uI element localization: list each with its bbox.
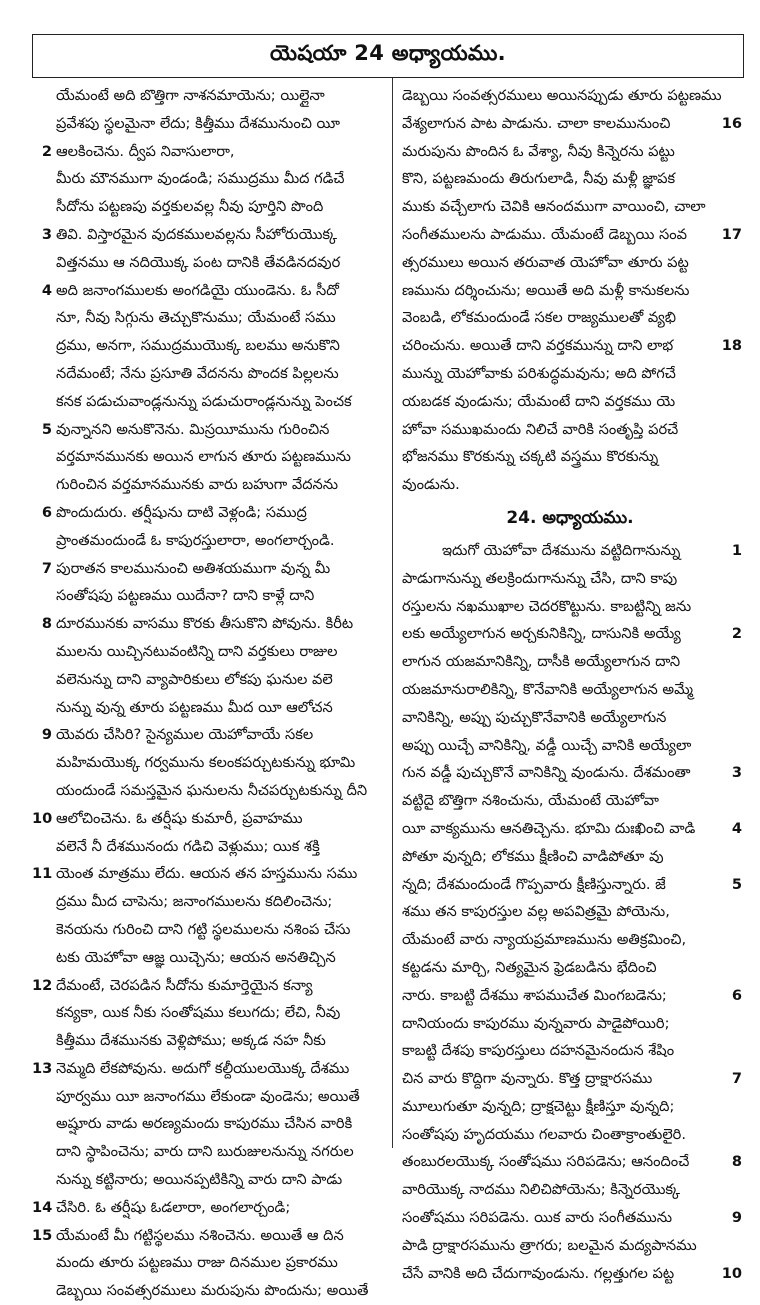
line-text: కట్టడను మార్చి, నిత్యమైన ఫ్రెడబడిను భేదించి — [402, 958, 657, 976]
text-line — [32, 1027, 392, 1055]
text-line — [394, 704, 746, 732]
verse-number: 16 — [721, 114, 742, 132]
text-line — [32, 304, 392, 332]
line-text: విత్తనము ఆ నదియొక్క పంట దానికి తేవడినదవుర — [56, 253, 341, 271]
text-line — [32, 888, 392, 916]
text-line — [394, 537, 746, 565]
text-line — [32, 1277, 392, 1305]
text-line — [394, 982, 746, 1010]
text-line — [394, 332, 746, 360]
text-line — [394, 1204, 746, 1232]
text-line — [394, 1065, 746, 1093]
line-text: కనక పడుచువాండ్లనున్ను పడుచురాండ్లనున్ను పెంచక — [56, 392, 352, 410]
line-text: దానియందు కాపురము వున్నవారు పాడైపోయిరి; — [402, 1014, 670, 1032]
line-text: పురాతన కాలమునుంచి అతిశయముగా వున్న మీ — [56, 559, 331, 577]
line-text: వట్టిదై బొత్తిగా నశించును, యేమంటే యెహోవా — [402, 792, 659, 810]
line-text: మీరు మౌనముగా వుండండి; సముద్రము మీద గడిచే — [56, 170, 345, 188]
line-text: ణమును దర్శించును; అయితే అది మళ్లీ కానుకలను — [402, 281, 690, 299]
line-text: పాడుగానున్ను తలక్రిందుగానున్ను చేసి, దాని కాపు — [402, 569, 678, 587]
line-text: అప్పు యిచ్చే వానికిన్ని, వడ్డీ యిచ్చే వానికి అయ్యేలా — [402, 736, 692, 754]
verse-number: 6 — [41, 503, 52, 521]
line-text: దేమంటే, చెరపడిన సీదోను కుమార్తెయైన కన్యా — [56, 976, 313, 994]
line-text: పూర్వము యీ జనాంగము లేకుండా వుండెను; అయితే — [56, 1087, 360, 1105]
line-text: యజమానురాలికిన్ని, కొనేవానికి అయ్యేలాగున అమ్మే — [402, 680, 693, 698]
line-text: హోవా సముఖమందు నిలిచే వారికి సంతృప్తి పరచే — [402, 420, 679, 438]
line-text: మహిమయొక్క గర్వమును కలంకపర్చుటకున్ను భూమి — [56, 754, 356, 772]
verse-number: 5 — [731, 875, 742, 893]
line-text: యీ వాక్యమును ఆనతిచ్చెను. భూమి దుఃఖించి వాడి — [402, 819, 696, 837]
text-line — [32, 110, 392, 138]
text-line — [394, 443, 746, 471]
text-line — [32, 1249, 392, 1277]
line-text: మున్ను యెహోవాకు పరిశుద్ధమవును; అది పోగచే — [402, 364, 676, 382]
line-text: యెవరు చేసిరి? సైన్యముల యెహోవాయే సకల — [56, 726, 314, 744]
verse-number: 3 — [41, 225, 52, 243]
line-text: పాడి ద్రాక్షారసమును త్రాగరు; బలమైన మద్యపానము — [402, 1236, 697, 1254]
text-line — [394, 193, 746, 221]
verse-number: 2 — [731, 625, 742, 643]
verse-number: 7 — [731, 1070, 742, 1088]
text-line — [394, 110, 746, 138]
line-text: లాగున యజమానికిన్ని, దాసీకి అయ్యేలాగున దాని — [402, 653, 681, 671]
verse-number: 13 — [32, 1059, 53, 1077]
line-text: వేశ్యలాగున పాట పాడును. చాలా కాలమునుంచి — [402, 114, 671, 132]
verse-number: 8 — [731, 1153, 742, 1171]
line-text: న్నది; దేశమందుండే గొప్పవారు క్షీణిస్తున్నారు. జే — [402, 875, 666, 893]
text-line — [32, 1110, 392, 1138]
verse-number: 3 — [731, 764, 742, 782]
text-line — [394, 277, 746, 305]
line-text: డెబ్బయి సంవత్సరములు అయినప్పుడు తూరు పట్టణము — [402, 87, 722, 104]
text-line — [394, 787, 746, 815]
text-line — [32, 221, 392, 249]
column-divider — [392, 78, 393, 1148]
verse-number: 1 — [731, 541, 742, 559]
line-text: నారు. కాబట్టి దేశము శాపముచేత మింగబడెను; — [402, 986, 667, 1004]
line-text: కాబట్టి దేశపు కాపురస్తులు దహనమైనందున శేషిం — [402, 1042, 675, 1060]
verse-number: 17 — [721, 225, 742, 243]
line-text: యేమంటే అది బొత్తిగా నాశనమాయెను; యిల్లైనా — [56, 87, 325, 104]
line-text: చిన వారు కొద్దిగా వున్నారు. కొత్త ద్రాక్షారసము — [402, 1070, 653, 1088]
text-line — [394, 82, 746, 110]
verse-number: 4 — [731, 819, 742, 837]
line-text: టకు యెహోవా ఆజ్ఞ యిచ్చెను; ఆయన అనతిచ్చిన — [56, 948, 336, 966]
line-text: కిత్తీము దేశమునకు వెళ్లిపోము; అక్కడ నహ నీకు — [56, 1032, 326, 1050]
text-line — [32, 1194, 392, 1222]
text-line — [394, 388, 746, 416]
line-text: నున్ను కట్టినారు; అయినప్పటికిన్ని వారు దాని పాడు — [56, 1171, 343, 1189]
line-text: వలెనే నీ దేశమునందు గడిచి వెళ్లుము; యిక శక్తి — [56, 837, 320, 855]
verse-number: 9 — [41, 726, 52, 744]
text-line — [32, 527, 392, 555]
text-line — [394, 871, 746, 899]
text-line — [394, 593, 746, 621]
text-line — [32, 999, 392, 1027]
verse-number: 10 — [721, 1264, 742, 1282]
text-line — [394, 843, 746, 871]
verse-number: 4 — [41, 281, 52, 299]
line-text: తివి. విస్తారమైన వుదకములవల్లను సీహోరుయొక్క — [56, 225, 338, 243]
line-text: వలెనున్ను దాని వ్యాపారికులు లోకపు ఘనుల వలె — [56, 670, 333, 688]
text-line — [32, 833, 392, 861]
text-line — [32, 499, 392, 527]
text-line — [394, 416, 746, 444]
verse-number: 5 — [41, 420, 52, 438]
text-line — [32, 82, 392, 110]
verse-number: 12 — [32, 976, 53, 994]
line-text: కెనయను గురించి దాని గట్టి స్థలములను నశింప చేసు — [56, 920, 351, 938]
text-line — [394, 565, 746, 593]
line-text: సీదోను పట్టణపు వర్తకులవల్ల నీవు పూర్తిని పొంది — [56, 198, 324, 216]
text-line — [394, 1121, 746, 1149]
page-header — [32, 34, 744, 78]
line-text: చేసే వానికి అది చేదుగావుండును. గల్లత్తుగల పట్ట — [402, 1264, 675, 1282]
text-line — [394, 1010, 746, 1038]
line-text: అది జనాంగములకు అంగడియై యుండెను. ఓ సీదో — [56, 281, 339, 299]
line-text: నూ, నీవు సిగ్గును తెచ్చుకొనుము; యేమంటే సము — [56, 309, 336, 327]
text-line — [32, 443, 392, 471]
text-line — [394, 304, 746, 332]
line-text: మందు తూరు పట్టణము రాజు దినముల ప్రకారము — [56, 1254, 338, 1272]
line-text: వర్తమానమునకు అయిన లాగున తూరు పట్టణమును — [56, 448, 351, 466]
line-text: గురించిన వర్తమానమునకు వారు బహుగా వేదనను — [56, 476, 339, 494]
verse-number: 6 — [731, 986, 742, 1004]
verse-number: 7 — [41, 559, 52, 577]
line-text: ఆలకించెను. ద్వీప నివాసులారా, — [56, 142, 235, 160]
text-line — [32, 777, 392, 805]
text-line — [32, 416, 392, 444]
text-line — [32, 916, 392, 944]
line-text: చరించును. అయితే దాని వర్తకమున్ను దాని లాభ — [402, 337, 674, 355]
line-text: వారియొక్క నాదము నిలిచిపోయెను; కిన్నెరయొక్క — [402, 1181, 681, 1199]
verse-number: 15 — [32, 1226, 53, 1244]
line-text: సంతోషపు హృదయము గలవారు చింతాక్రాంతులైరి. — [402, 1125, 686, 1143]
text-line — [394, 676, 746, 704]
line-text: అష్షూరు వాడు అరణ్యమందు కాపురము చేసిన వారికి — [56, 1115, 353, 1133]
verse-number: 18 — [721, 337, 742, 355]
text-line — [32, 860, 392, 888]
verse-number: 11 — [32, 865, 53, 883]
line-text: ఇదుగో యెహోవా దేశమును వట్టిదిగానున్ను — [442, 541, 681, 559]
text-line — [394, 1093, 746, 1121]
text-line — [32, 666, 392, 694]
text-line — [394, 759, 746, 787]
text-line — [32, 1055, 392, 1083]
text-line — [32, 249, 392, 277]
line-text: గున వడ్డీ పుచ్చుకొనే వానికిన్ని వుండును. దేశమంతా — [402, 764, 691, 782]
left-column — [32, 82, 392, 1305]
line-text: దూరమునకు వాసము కొరకు తీసుకొని పోవును. కిరీట — [56, 615, 354, 633]
text-line — [32, 944, 392, 972]
text-line — [394, 360, 746, 388]
text-line — [32, 694, 392, 722]
text-line — [32, 805, 392, 833]
verse-number: 8 — [41, 615, 52, 633]
text-line — [32, 610, 392, 638]
line-text: ఆలోచించెను. ఓ తర్షీషు కుమారీ, ప్రవాహము — [56, 809, 303, 827]
line-text: యేమంటే వారు న్యాయప్రమాణమును అతిక్రమించి, — [402, 931, 687, 949]
verse-number: 10 — [32, 809, 53, 827]
text-line — [32, 277, 392, 305]
line-text: నెమ్మది లేకపోవును. అదుగో కల్దీయులయొక్క దేశము — [56, 1059, 350, 1077]
line-text: ములను యిచ్చినటువంటిన్ని దాని వర్తకులు రాజుల — [56, 642, 338, 660]
text-line — [394, 221, 746, 249]
text-line — [32, 471, 392, 499]
line-text: పోతూ వున్నది; లోకము క్షీణించి వాడిపోతూ వు — [402, 847, 664, 865]
right-column-bottom-text — [394, 537, 746, 1288]
page-title: యెషయా 24 అధ్యాయము. — [270, 41, 506, 65]
text-line — [32, 638, 392, 666]
line-text: శము తన కాపురస్తుల వల్ల అపవిత్రమై పోయెను, — [402, 903, 670, 921]
line-text: తంబురలయొక్క సంతోషము సరిపడెను; ఆనందించే — [402, 1153, 690, 1171]
line-text: దాని స్థాపించెను; వారు దాని బురుజులనున్ను నగరుల — [56, 1143, 354, 1161]
text-line — [32, 1222, 392, 1250]
line-text: రస్తులను నఖముఖాల చెదరకొట్టును. కాబట్టిన్ని జను — [402, 597, 692, 615]
text-line — [32, 332, 392, 360]
text-line — [394, 1176, 746, 1204]
line-text: కన్యకా, యిక నీకు సంతోషము కలుగదు; లేచి, నీవు — [56, 1004, 341, 1022]
line-text: నదేమంటే; నేను ప్రసూతి వేదనను పొందక పిల్లలను — [56, 364, 339, 382]
verse-number: 9 — [731, 1209, 742, 1227]
line-text: యందుండే సమస్తమైన ఘనులను నీచపర్చుటకున్ను దీని — [56, 781, 368, 799]
line-text: వుండును. — [402, 476, 460, 494]
text-line — [32, 582, 392, 610]
line-text: ముకు వచ్చేలాగు చెవికి ఆనందముగా వాయించి, చాలా — [402, 198, 706, 216]
line-text: వానికిన్ని, అప్పు పుచ్చుకొనేవానికి అయ్యేలాగున — [402, 708, 667, 726]
line-text: కొని, పట్టణమందు తిరుగులాడి, నీవు మళ్లీ జ్ఞాపక — [402, 170, 676, 188]
text-line — [394, 1232, 746, 1260]
text-line — [394, 138, 746, 166]
text-line — [394, 165, 746, 193]
line-text: మూలుగుతూ వున్నది; ద్రాక్షచెట్టు క్షీణిస్తూ వున్నది; — [402, 1097, 675, 1115]
line-text: ప్రాంతమందుండే ఓ కాపురస్తులారా, అంగలార్చండి. — [56, 531, 335, 549]
text-line — [32, 1138, 392, 1166]
right-column — [394, 82, 746, 1287]
line-text: వున్నానని అనుకొనెను. మిస్రయీమును గురించిన — [56, 420, 330, 438]
text-line — [394, 620, 746, 648]
line-text: లకు అయ్యేలాగున అర్చకునికిన్ని, దాసునికి అయ్యే — [402, 625, 681, 643]
chapter-heading: 24. అధ్యాయము. — [506, 507, 634, 528]
text-line — [32, 1083, 392, 1111]
text-line — [32, 749, 392, 777]
text-line — [32, 1166, 392, 1194]
text-line — [394, 732, 746, 760]
line-text: యెంత మాత్రము లేదు. ఆయన తన హస్తమును సము — [56, 865, 358, 883]
text-line — [394, 249, 746, 277]
line-text: సంతోషము సరిపడెను. యిక వారు సంగీతమును — [402, 1209, 673, 1227]
text-line — [32, 972, 392, 1000]
text-line — [32, 193, 392, 221]
text-line — [394, 954, 746, 982]
line-text: డెబ్బయి సంవత్సరములు మరుపును పొందును; అయితే — [56, 1282, 369, 1300]
text-line — [32, 388, 392, 416]
verse-number: 14 — [32, 1198, 53, 1216]
line-text: యేమంటే మీ గట్టిస్థలము నశించెను. అయితే ఆ దిన — [56, 1226, 344, 1244]
text-line — [32, 555, 392, 583]
line-text: ద్రము, అనగా, సముద్రముయొక్క బలము అనుకొని — [56, 337, 340, 355]
line-text: ప్రవేశపు స్థలమైనా లేదు; కిత్తీము దేశమునుంచి యీ — [56, 114, 341, 132]
text-line — [394, 1037, 746, 1065]
line-text: పొందుదురు. తర్షీషును దాటి వెళ్లండి; సముద్ర — [56, 503, 307, 521]
line-text: త్సరములు అయిన తరువాత యెహోవా తూరు పట్ట — [402, 253, 689, 271]
text-line — [32, 360, 392, 388]
text-line — [394, 1260, 746, 1288]
text-line — [32, 165, 392, 193]
line-text: వెంబడి, లోకమందుండే సకల రాజ్యములతో వ్యభి — [402, 309, 677, 327]
line-text: ద్రము మీద చాపెను; జనాంగములను కదిలించెను; — [56, 893, 333, 911]
verse-number: 2 — [41, 142, 52, 160]
line-text: నున్ను వున్న తూరు పట్టణము మీద యీ ఆలోచన — [56, 698, 333, 716]
text-line — [32, 138, 392, 166]
line-text: భోజనము కొరకున్ను చక్కటి వస్త్రము కొరకున్ను — [402, 448, 659, 466]
line-text: చేసిరి. ఓ తర్షీషు ఓడలారా, అంగలార్చండి; — [56, 1198, 291, 1216]
text-line — [394, 471, 746, 499]
text-line — [394, 926, 746, 954]
line-text: యబడక వుండును; యేమంటే దాని వర్తకము యె — [402, 392, 676, 410]
text-line — [394, 1148, 746, 1176]
line-text: సంగీతములను పాడుము. యేమంటే డెబ్బయి సంవ — [402, 225, 688, 243]
text-line — [394, 648, 746, 676]
text-line — [32, 721, 392, 749]
text-line — [394, 898, 746, 926]
line-text: మరుపును పొందిన ఓ వేశ్యా, నీవు కిన్నెరను పట్టు — [402, 142, 675, 160]
text-line — [394, 815, 746, 843]
line-text: సంతోషపు పట్టణము యిదేనా? దాని కాళ్లే దాని — [56, 587, 315, 605]
right-column-top-text — [394, 82, 746, 499]
